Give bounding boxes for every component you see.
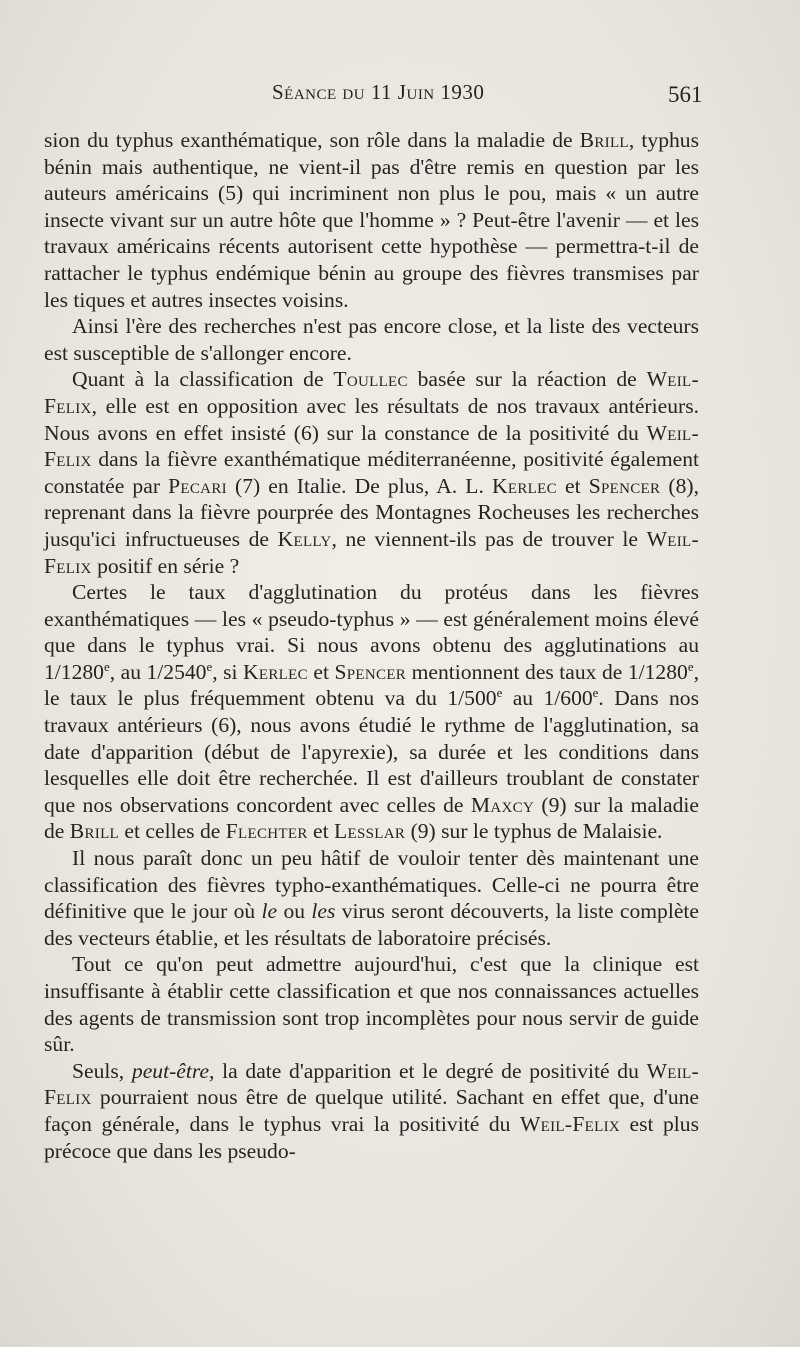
text-run: , si <box>212 659 244 684</box>
text-run: , au 1/2540 <box>109 659 207 684</box>
author-name: Kerlec <box>243 659 308 684</box>
ordinal-superscript: e <box>103 658 110 674</box>
text-run: , typhus bénin mais authentique, ne vient-il pas d'être remis en question par les auteurs américains (5) qui incriminent non plus le pou, mais « un autre insecte vivant sur un autre hôte que l'homme » ? Peut-être l'avenir — et les travaux américains récents autorisent cette hypothèse — permettra-t-il de rattacher le typhus endémique bénin au groupe des fièvres transmises par les tiques et autres insectes voisins. <box>44 128 699 312</box>
author-name: Pecari <box>168 473 227 498</box>
text-run: (7) en Italie. De plus, A. L. <box>226 473 492 498</box>
text-run: , le taux le plus fréquemment obtenu va du 1/500 <box>44 659 699 711</box>
paragraph <box>44 845 699 951</box>
text-run: mentionnent des taux de 1/1280 <box>406 659 688 684</box>
ordinal-superscript: e <box>592 685 599 701</box>
paragraph <box>44 366 699 579</box>
text-run: au 1/600 <box>502 686 593 711</box>
body-text <box>44 127 699 1164</box>
text-run: Il nous paraît donc un peu hâtif de vouloir tenter dès maintenant une classification des fièvres typho-exanthématiques. Celle-ci ne pourra être définitive que le jour où <box>44 846 699 924</box>
text-run: et <box>556 473 589 498</box>
italic-text: les <box>311 899 336 924</box>
italic-text: le <box>261 899 278 924</box>
text-run: , la date d'apparition et le degré de positivité du <box>209 1058 647 1083</box>
running-head: Séance du 11 Juin 1930 <box>272 80 485 104</box>
ordinal-superscript: e <box>496 685 503 701</box>
page-number: 561 <box>668 82 703 107</box>
text-run: , elle est en opposition avec les résultats de nos travaux antérieurs. Nous avons en effet insisté (6) sur la constance de la positivité du <box>44 393 699 445</box>
author-name: Lesslar <box>334 819 406 844</box>
author-name: Brill <box>579 128 629 152</box>
author-name: Toullec <box>333 367 408 392</box>
paragraph <box>44 579 699 845</box>
author-name: Kerlec <box>492 473 557 498</box>
text-run: Seuls, <box>72 1058 132 1083</box>
author-name: Maxcy <box>470 792 535 817</box>
ordinal-superscript: e <box>687 658 694 674</box>
author-name: Weil-Felix <box>44 420 699 472</box>
text-run: et <box>307 659 335 684</box>
text-run: (9) sur la maladie de <box>44 792 699 844</box>
text-run: Certes le taux d'agglutination du protéus dans les fièvres exanthématiques — les « pseudo-typhus » — est généralement moins élevé que dans le typhus vrai. Si nous avons obtenu des agglutinations au 1/1280 <box>44 580 699 684</box>
text-run: positif en série ? <box>91 553 240 578</box>
text-run: est plus précoce que dans les pseudo- <box>44 1111 699 1163</box>
author-name: Weil-Felix <box>44 526 699 578</box>
text-run: . Dans nos travaux antérieurs (6), nous avons étudié le rythme de l'agglutination, sa date d'apparition (début de l'apyrexie), sa durée et les conditions dans lesquelles elle doit être recherchée. Il est d'ailleurs troublant de constater que nos observations concordent avec celles de <box>44 686 699 817</box>
text-run: Quant à la classification de <box>72 367 334 392</box>
author-name: Kelly <box>277 526 332 551</box>
author-name: Weil-Felix <box>44 1058 699 1110</box>
author-name: Weil-Felix <box>44 367 699 418</box>
author-name: Spencer <box>334 659 407 684</box>
text-run: Tout ce qu'on peut admettre aujourd'hui, c'est que la clinique est insuffisante à établir cette classification et que nos connaissances actuelles des agents de transmission sont trop incomplètes pour nous servir de guide sûr. <box>44 952 699 1057</box>
text-run: pourraient nous être de quelque utilité. Sachant en effet que, d'une façon générale, dans le typhus vrai la positivité du <box>44 1085 699 1136</box>
text-run: ou <box>277 899 312 924</box>
author-name: Brill <box>69 819 120 844</box>
text-run: (8), reprenant dans la fièvre pourprée des Montagnes Rocheuses les recherches jusqu'ici infructueuses de <box>44 473 700 551</box>
text-run: et <box>307 819 335 844</box>
page-header <box>0 80 800 114</box>
text-run: dans la fièvre exanthématique méditerranéenne, positivité également constatée par <box>44 447 699 498</box>
author-name: Weil-Felix <box>519 1111 620 1136</box>
ordinal-superscript: e <box>206 658 213 674</box>
paragraph <box>44 313 699 366</box>
text-run: (9) sur le typhus de Malaisie. <box>405 819 663 844</box>
paragraph <box>44 127 699 313</box>
text-run: sion du typhus exanthématique, son rôle dans la maladie de <box>44 128 580 152</box>
text-run: , ne viennent-ils pas de trouver le <box>331 526 647 551</box>
text-run: Ainsi l'ère des recherches n'est pas encore close, et la liste des vecteurs est susceptible de s'allonger encore. <box>44 314 699 365</box>
text-run: et celles de <box>119 819 226 844</box>
text-run: virus seront découverts, la liste complète des vecteurs établie, et les résultats de laboratoire précisés. <box>44 899 699 950</box>
italic-text: peut-être <box>131 1058 210 1083</box>
text-run: basée sur la réaction de <box>407 367 647 392</box>
paragraph <box>44 951 699 1057</box>
author-name: Flechter <box>225 819 308 844</box>
paragraph <box>44 1058 699 1164</box>
author-name: Spencer <box>588 473 661 498</box>
